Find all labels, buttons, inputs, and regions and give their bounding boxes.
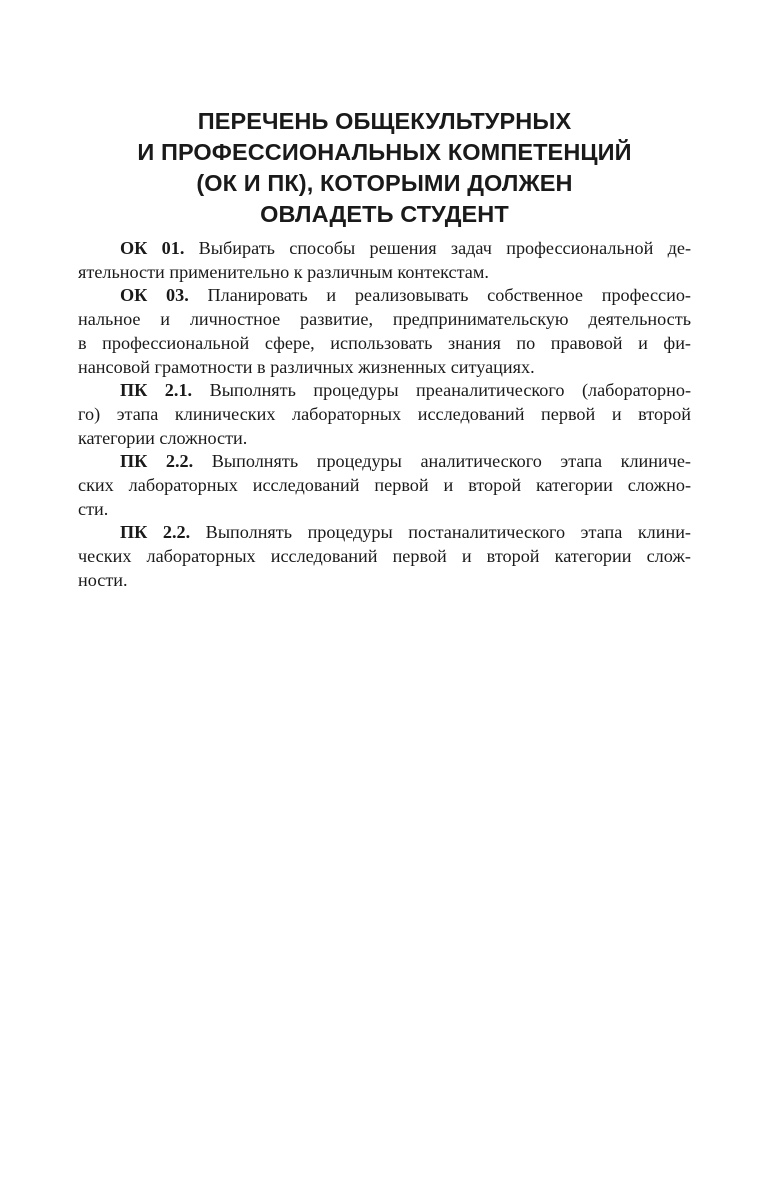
entry-line: нальное и личностное развитие, предпринимательскую деятельность (78, 309, 691, 330)
competency-code: ОК 01. (120, 238, 185, 258)
entry-line: нансовой грамотности в различных жизненных ситуациях. (78, 356, 535, 377)
entry-line (78, 450, 691, 474)
entry-text: Выбирать способы решения задач профессиональной де- (184, 238, 691, 258)
entry-line: в профессиональной сфере, использовать знания по правовой и фи- (78, 332, 691, 353)
entry-text: Планировать и реализовывать собственное профессио- (188, 285, 691, 306)
entry-line (78, 379, 691, 403)
competency-pk22-postanalytical (78, 521, 691, 592)
entry-line (78, 237, 691, 261)
title-line: И ПРОФЕССИОНАЛЬНЫХ КОМПЕТЕНЦИЙ (137, 139, 632, 165)
entry-line: категории сложности. (78, 427, 248, 448)
entry-line: го) этапа клинических лабораторных исследований первой и второй (78, 403, 691, 424)
entry-line (78, 284, 691, 308)
competency-ok03 (78, 284, 691, 379)
entry-line: ческих лабораторных исследований первой и второй категории слож- (78, 546, 691, 567)
entry-line: ности. (78, 569, 128, 590)
entry-text: Выполнять процедуры преаналитического (лабораторно- (192, 380, 691, 401)
entry-text: Выполнять процедуры постаналитического этапа клини- (190, 522, 691, 543)
competency-ok01 (78, 237, 691, 284)
competency-pk21 (78, 379, 691, 450)
entry-text: Выполнять процедуры аналитического этапа клиниче- (193, 451, 691, 472)
title-line: ПЕРЕЧЕНЬ ОБЩЕКУЛЬТУРНЫХ (197, 108, 572, 134)
competency-pk22-analytical (78, 450, 691, 521)
title-line: ОВЛАДЕТЬ СТУДЕНТ (260, 201, 509, 227)
competency-code: ОК 03. (120, 285, 189, 306)
entry-line: ятельности применительно к различным контекстам. (78, 261, 489, 282)
page-title (78, 106, 691, 230)
entry-line: ских лабораторных исследований первой и второй категории сложно- (78, 475, 691, 496)
title-line: (ОК И ПК), КОТОРЫМИ ДОЛЖЕН (196, 170, 573, 196)
competency-list (78, 237, 691, 593)
competency-code: ПК 2.1. (120, 380, 193, 401)
entry-line: сти. (78, 498, 109, 519)
competency-code: ПК 2.2. (120, 522, 191, 543)
document-page (78, 106, 691, 593)
entry-line (78, 521, 691, 545)
competency-code: ПК 2.2. (120, 451, 194, 472)
